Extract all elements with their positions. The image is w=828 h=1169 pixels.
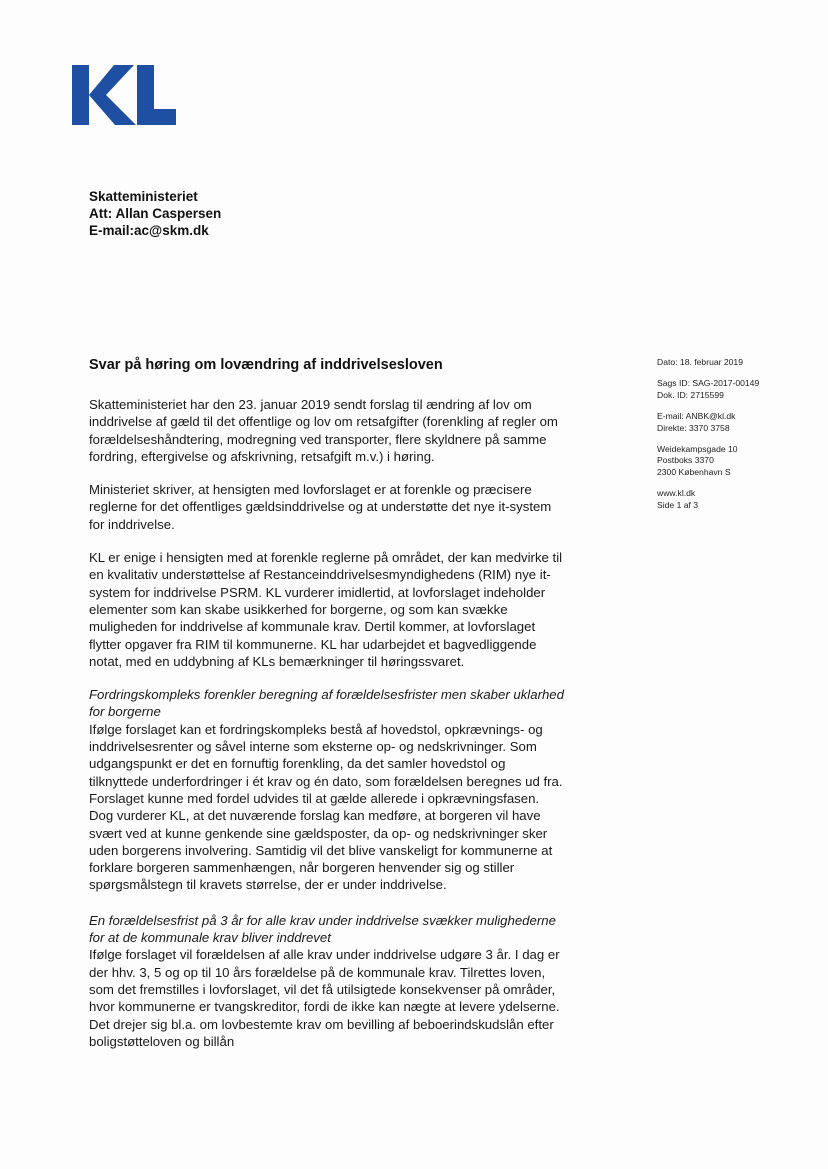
page-number: Side 1 af 3 <box>657 499 699 510</box>
letter-body <box>89 396 564 1068</box>
case-block <box>657 378 817 401</box>
kl-logo <box>70 63 178 127</box>
website: www.kl.dk <box>657 488 696 499</box>
date-block <box>657 357 817 368</box>
address-street: Weidekampsgade 10 <box>657 444 738 455</box>
section-fordringskompleks <box>89 686 564 894</box>
contact-phone: Direkte: 3370 3758 <box>657 422 730 433</box>
recipient-attention: Att: Allan Caspersen <box>89 206 222 221</box>
recipient-name: Skatteministeriet <box>89 189 198 204</box>
letter-date: Dato: 18. februar 2019 <box>657 357 743 367</box>
section-text: Ifølge forslaget kan et fordringskompleks bestå af hovedstol, opkrævnings- og inddrivelsesrenter og såvel interne som eksterne op- og nedskrivninger. Som udgangspunkt er det en fornuftig forenkling, da det samler hovedstol og tilknyttede underfordringer i ét krav og én dato, som forældelsen beregnes ud fra. Forslaget kunne med fordel udvides til at gælde allerede i opkrævningsfasen. Dog vurderer KL, at det nuværende forslag kan medføre, at borgeren vil have svært ved at kunne genkende sine gældsposter, da op- og nedskrivninger sker uden borgerens involvering. Samtidig vil det blive vanskeligt for kommunerne at forklare borgeren sammenhængen, når borgeren henvender sig og stiller spørgsmålstegn til kravets størrelse, der er under inddrivelse. <box>89 721 563 893</box>
paragraph-intent: Ministeriet skriver, at hensigten med lovforslaget er at forenkle og præcisere reglerne for det offentliges gældsinddrivelse og at understøtte det nye it-system for inddrivelse. <box>89 482 552 532</box>
contact-block <box>657 411 817 434</box>
section-text: Ifølge forslaget vil forældelsen af alle krav under inddrivelse udgøre 3 år. I dag er der hhv. 3, 5 og op til 10 års forældelse på de kommunale krav. Tilrettes loven, som det fremstilles i lovforslaget, vil det få utilsigtede konsekvenser på områder, hvor kommunerne er tvangskreditor, fordi de ikke kan nægte at levere ydelserne. Det drejer sig bl.a. om lovbestemte krav om bevilling af beboerindskudslån efter boligstøtteloven og billån <box>89 947 560 1049</box>
recipient-email: E-mail:ac@skm.dk <box>89 223 209 238</box>
case-id: Sags ID: SAG-2017-00149 <box>657 378 760 389</box>
paragraph-kl-position: KL er enige i hensigten med at forenkle reglerne på området, der kan medvirke til en kvalitativ understøttelse af Restanceinddrivelsesmyndighedens (RIM) nye it-system for inddrivelse PSRM. KL vurderer imidlertid, at lovforslaget indeholder elementer som kan skabe usikkerhed for borgerne, og som kan svække muligheden for inddrivelse af kommunale krav. Dertil kommer, at lovforslaget flytter opgaver fra RIM til kommunerne. KL har udarbejdet et bagvedliggende notat, med en uddybning af KLs bemærkninger til høringssvaret. <box>89 550 563 669</box>
meta-sidebar <box>657 357 817 521</box>
contact-email: E-mail: ANBK@kl.dk <box>657 411 736 422</box>
address-pobox: Postboks 3370 <box>657 455 714 466</box>
paragraph-intro: Skatteministeriet har den 23. januar 2019 sendt forslag til ændring af lov om inddrivelse af gæld til det offentlige og lov om retsafgifter (forenkling af regler om forældelseshåndtering, modregning ved transporter, flere skyldnere på samme fordring, eftergivelse og afskrivning, retsafgift m.v.) i høring. <box>89 397 558 464</box>
document-id: Dok. ID: 2715599 <box>657 389 724 400</box>
section-foraeldelsesfrist <box>89 912 564 1050</box>
address-city: 2300 København S <box>657 466 731 477</box>
letter-title: Svar på høring om lovændring af inddrivelsesloven <box>89 357 443 373</box>
recipient-block <box>89 188 221 239</box>
address-block <box>657 444 817 478</box>
section-heading: Fordringskompleks forenkler beregning af forældelsesfrister men skaber uklarhed for borgerne <box>89 687 564 720</box>
section-heading: En forældelsesfrist på 3 år for alle krav under inddrivelse svækker mulighederne for at de kommunale krav bliver inddrevet <box>89 912 556 946</box>
web-block <box>657 488 817 511</box>
